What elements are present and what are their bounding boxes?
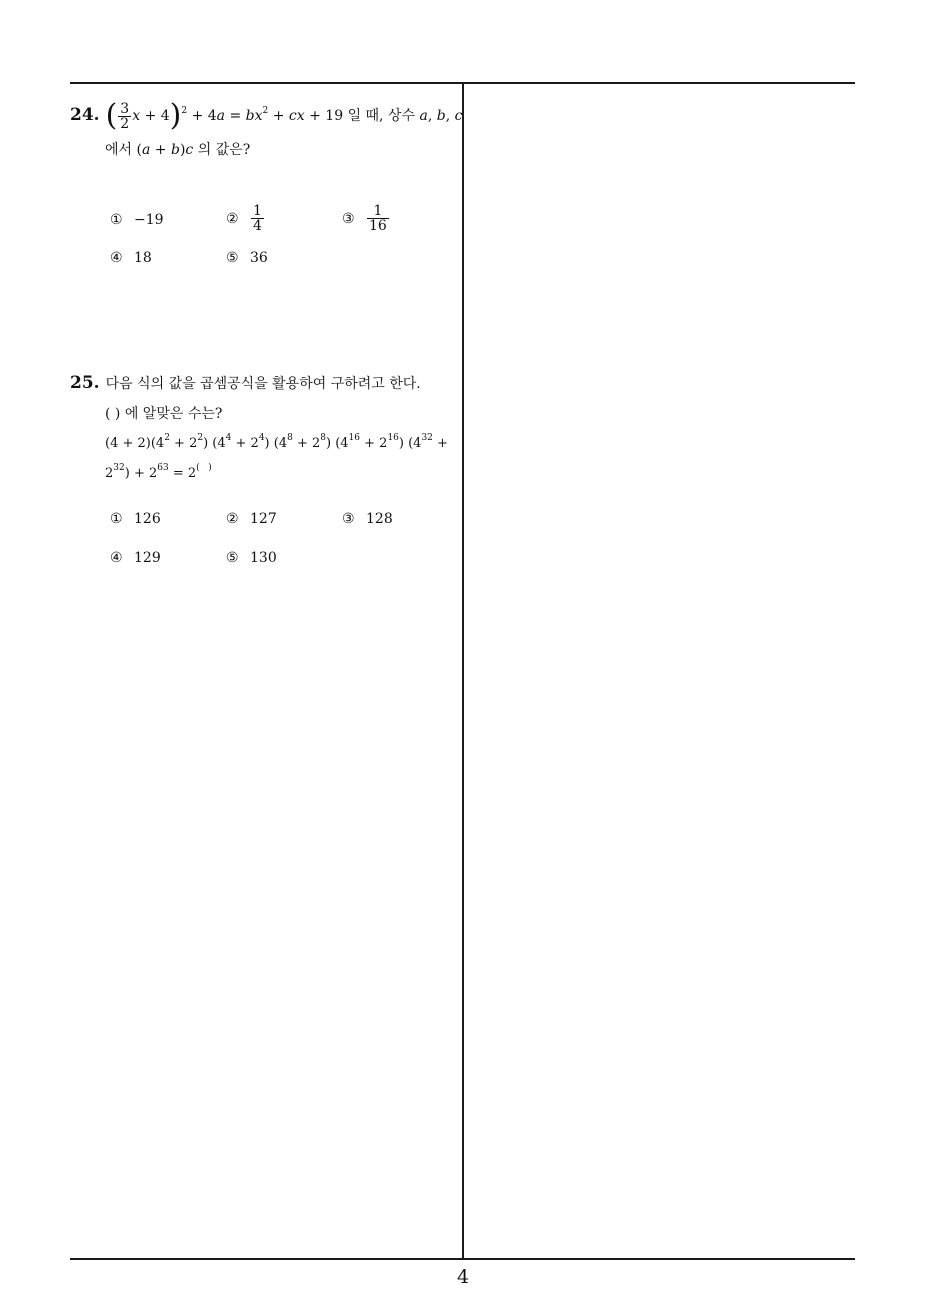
bottom-rule: [70, 1258, 855, 1260]
q24-choices: [110, 200, 450, 280]
q25-line-1: 25. 다음 식의 값을 곱셈공식을 활용하여 구하려고 한다.: [70, 373, 421, 393]
q24-line-1: 24. ( $\frac{3}{2}$ $x + 4)^2 + 4a = bx^2$ + cx + 19 일 때, 상수 a, b, c: [70, 98, 463, 133]
q24-choice-2[interactable]: ② $\frac{1}{4}$: [226, 203, 262, 234]
q25-line-2: ( ) 에 알맞은 수는?: [105, 406, 223, 422]
q24-number: 24.: [70, 105, 100, 125]
column-divider: [462, 82, 464, 1259]
q25-choices: [110, 505, 450, 575]
q25-choice-1[interactable]: ① 126: [110, 511, 161, 527]
q25-choice-3[interactable]: ③ 128: [342, 511, 393, 527]
q25-expression-line-1: $(4 + 2)(4^2 + 2^2)$ $(4^4 + 2^4) (4^8 + 2^8) (4^{16} + 2^{16}) (4^{32}$ +: [105, 433, 448, 451]
q25-expression-line-2: $2^{32}) + 2^{63} = 2^{( )}$: [105, 463, 212, 481]
q25-number: 25.: [70, 373, 100, 393]
q24-korean-when: 일 때, 상수: [347, 108, 416, 124]
q24-choice-4[interactable]: ④ 18: [110, 250, 152, 266]
fraction-1-4: $\frac{1}{4}$: [253, 203, 262, 234]
q24-choice-5[interactable]: ⑤ 36: [226, 250, 268, 266]
q25-choice-4[interactable]: ④ 129: [110, 550, 161, 566]
fraction-3-2: $\frac{3}{2}$: [120, 100, 130, 132]
question-25: [70, 368, 458, 489]
q24-choice-1[interactable]: ① −19: [110, 212, 164, 228]
q25-choice-5[interactable]: ⑤ 130: [226, 550, 277, 566]
page-number: 4: [456, 1266, 470, 1288]
fraction-1-16: $\frac{1}{16}$: [369, 203, 387, 234]
q25-choice-2[interactable]: ② 127: [226, 511, 277, 527]
question-24: [70, 98, 463, 165]
q24-choice-3[interactable]: ③ $\frac{1}{16}$: [342, 203, 387, 234]
q24-line-2: 에서 (a + b)c 의 값은?: [105, 142, 251, 158]
